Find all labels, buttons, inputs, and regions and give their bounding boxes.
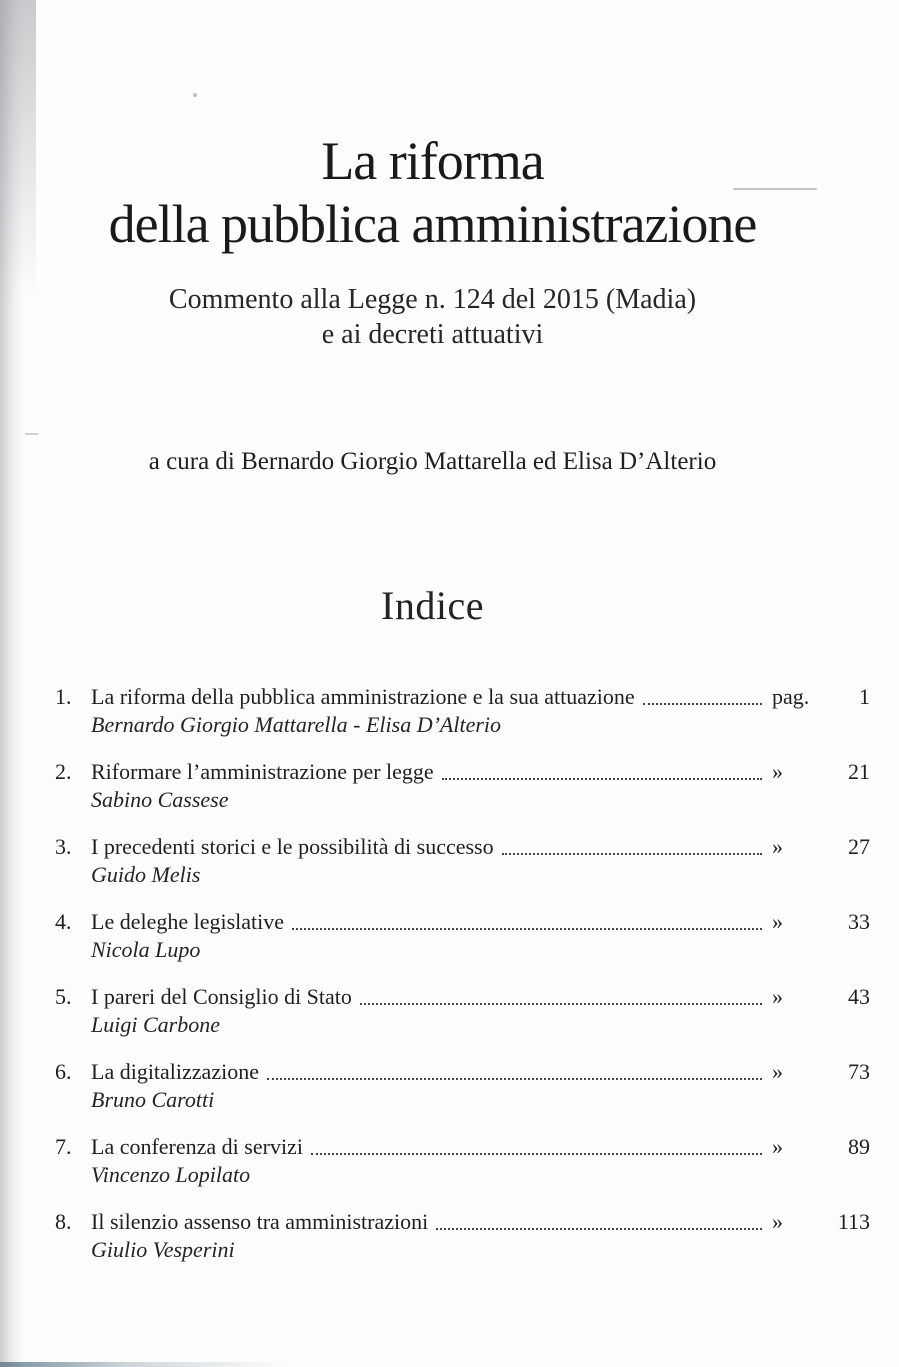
book-title bbox=[0, 0, 865, 256]
toc-entry-7 bbox=[55, 1133, 870, 1188]
dot-leader bbox=[267, 1078, 762, 1080]
toc-entry-number: 2. bbox=[55, 759, 72, 784]
page-label: » bbox=[772, 909, 783, 934]
toc-entry-title: La conferenza di servizi bbox=[91, 1134, 303, 1159]
toc-entry-8 bbox=[55, 1208, 870, 1263]
book-subtitle-line2: e ai decreti attuativi bbox=[321, 319, 544, 350]
page-number: 1 bbox=[859, 684, 870, 709]
page-number: 33 bbox=[848, 909, 870, 934]
toc-entry-title: La digitalizzazione bbox=[91, 1059, 259, 1084]
toc-entry-4 bbox=[55, 908, 870, 963]
toc-entry-number: 8. bbox=[55, 1209, 72, 1234]
toc-entry-title: Il silenzio assenso tra amministrazioni bbox=[91, 1209, 429, 1234]
book-title-line1: La riforma bbox=[321, 131, 544, 191]
toc-entry-number: 5. bbox=[55, 984, 72, 1009]
scan-artifact-speck bbox=[193, 93, 197, 97]
scan-edge-strip-bottom bbox=[0, 1362, 285, 1367]
toc-entry-authors: Sabino Cassese bbox=[91, 787, 229, 812]
toc-entry-authors: Guido Melis bbox=[91, 862, 201, 887]
page-label: » bbox=[772, 984, 783, 1009]
book-title-line2: della pubblica amministrazione bbox=[108, 194, 757, 254]
page-number: 113 bbox=[837, 1209, 870, 1234]
page-label: » bbox=[772, 759, 783, 784]
book-subtitle-line1: Commento alla Legge n. 124 del 2015 (Madia) bbox=[168, 284, 697, 315]
editors-line: a cura di Bernardo Giorgio Mattarella ed Elisa D’Alterio bbox=[148, 448, 717, 475]
table-of-contents bbox=[55, 683, 870, 1263]
toc-entry-authors: Bruno Carotti bbox=[91, 1087, 215, 1112]
toc-entry-authors: Nicola Lupo bbox=[91, 937, 201, 962]
page-label: » bbox=[772, 834, 783, 859]
toc-entry-title: La riforma della pubblica amministrazione e la sua attuazione bbox=[91, 684, 635, 709]
dot-leader bbox=[502, 853, 762, 855]
toc-entry-5 bbox=[55, 983, 870, 1038]
toc-entry-authors: Vincenzo Lopilato bbox=[91, 1162, 251, 1187]
toc-entry-title: Riformare l’amministrazione per legge bbox=[91, 759, 434, 784]
toc-entry-3 bbox=[55, 833, 870, 888]
page-label: » bbox=[772, 1209, 783, 1234]
toc-entry-title: Le deleghe legislative bbox=[91, 909, 285, 934]
toc-entry-title: I pareri del Consiglio di Stato bbox=[91, 984, 352, 1009]
toc-entry-number: 7. bbox=[55, 1134, 72, 1159]
toc-entry-authors: Luigi Carbone bbox=[91, 1012, 220, 1037]
page-number: 43 bbox=[848, 984, 870, 1009]
scan-artifact-dash bbox=[733, 188, 817, 190]
page-label: » bbox=[772, 1134, 783, 1159]
book-subtitle bbox=[0, 282, 865, 352]
page-number: 73 bbox=[848, 1059, 870, 1084]
toc-entry-authors: Giulio Vesperini bbox=[91, 1237, 235, 1262]
dot-leader bbox=[360, 1003, 762, 1005]
toc-entry-number: 6. bbox=[55, 1059, 72, 1084]
toc-entry-number: 4. bbox=[55, 909, 72, 934]
dot-leader bbox=[436, 1228, 762, 1230]
page-label: pag. bbox=[772, 684, 810, 709]
dot-leader bbox=[643, 703, 762, 705]
scan-artifact-dash-small bbox=[25, 433, 38, 435]
page-number: 27 bbox=[848, 834, 870, 859]
front-matter bbox=[0, 0, 899, 629]
dot-leader bbox=[292, 928, 762, 930]
page-number: 89 bbox=[848, 1134, 870, 1159]
toc-entry-authors: Bernardo Giorgio Mattarella - Elisa D’Alterio bbox=[91, 712, 502, 737]
page-number: 21 bbox=[848, 759, 870, 784]
toc-entry-number: 3. bbox=[55, 834, 72, 859]
toc-entry-6 bbox=[55, 1058, 870, 1113]
toc-entry-title: I precedenti storici e le possibilità di successo bbox=[91, 834, 494, 859]
page-label: » bbox=[772, 1059, 783, 1084]
toc-entry-2 bbox=[55, 758, 870, 813]
toc-entry-1 bbox=[55, 683, 870, 738]
dot-leader bbox=[311, 1153, 762, 1155]
index-heading: Indice bbox=[381, 583, 484, 628]
dot-leader bbox=[442, 778, 762, 780]
toc-entry-number: 1. bbox=[55, 684, 72, 709]
